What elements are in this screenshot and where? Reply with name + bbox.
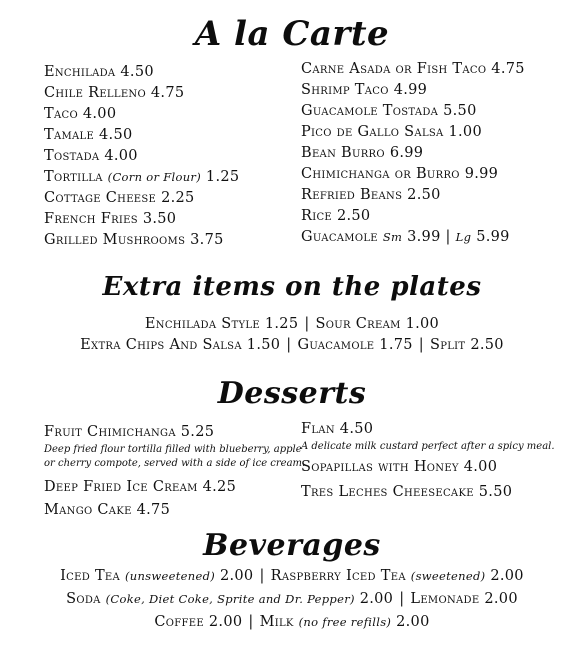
menu-item-carne-asada-taco: Carne Asada or Fish Taco 4.75 [301,61,525,77]
menu-item-shrimp-taco: Shrimp Taco 4.99 [301,82,428,98]
menu-item-taco: Taco 4.00 [44,106,117,122]
menu-item-cottage-cheese: Cottage Cheese 2.25 [44,190,195,206]
menu-item-refried-beans: Refried Beans 2.50 [301,187,441,203]
dessert-fruit-chimichanga: Fruit Chimichanga 5.25 [44,424,215,440]
menu-item-chimichanga-burro: Chimichanga or Burro 9.99 [301,166,499,182]
extra-chips-salsa: Extra Chips And Salsa 1.50 [80,337,281,353]
menu-item-enchilada: Enchilada 4.50 [44,64,154,80]
menu-item-grilled-mushrooms: Grilled Mushrooms 3.75 [44,232,224,248]
heading-desserts: Desserts [217,376,367,411]
menu-item-tortilla: Tortilla (Corn or Flour) 1.25 [44,169,240,185]
dessert-tres-leches: Tres Leches Cheesecake 5.50 [301,484,513,500]
menu-item-tamale: Tamale 4.50 [44,127,133,143]
heading-a-la-carte: A la Carte [194,14,390,54]
beverage-milk: Milk (no free refills) 2.00 [259,614,430,630]
menu-item-bean-burro: Bean Burro 6.99 [301,145,424,161]
beverages-row-2: Soda (Coke, Diet Coke, Sprite and Dr. Pepper) 2.00 | Lemonade 2.00 [66,591,518,607]
beverage-soda: Soda (Coke, Diet Coke, Sprite and Dr. Pepper) 2.00 [66,591,394,607]
menu-item-pico-de-gallo: Pico de Gallo Salsa 1.00 [301,124,482,140]
beverage-lemonade: Lemonade 2.00 [410,591,518,607]
extras-row-1: Enchilada Style 1.25 | Sour Cream 1.00 [144,316,440,332]
beverages-row-3: Coffee 2.00 | Milk (no free refills) 2.00 [154,614,430,630]
beverage-coffee: Coffee 2.00 [154,614,243,630]
beverage-raspberry-iced-tea: Raspberry Iced Tea (sweetened) 2.00 [270,568,524,584]
menu-item-chile-relleno: Chile Relleno 4.75 [44,85,185,101]
dessert-sopapillas: Sopapillas with Honey 4.00 [301,459,498,475]
dessert-deep-fried-ice-cream: Deep Fried Ice Cream 4.25 [44,479,237,495]
dessert-fruit-chimichanga-desc-2: or cherry compote, served with a side of ice cream. [44,458,306,469]
menu-item-tostada: Tostada 4.00 [44,148,138,164]
menu-item-rice: Rice 2.50 [301,208,371,224]
dessert-mango-cake: Mango Cake 4.75 [44,502,171,518]
heading-beverages: Beverages [203,528,381,563]
heading-extra-items: Extra items on the plates [102,272,482,302]
beverage-iced-tea: Iced Tea (unsweetened) 2.00 [60,568,254,584]
menu-item-guacamole-tostada: Guacamole Tostada 5.50 [301,103,477,119]
menu-item-guacamole: Guacamole Sm 3.99 | Lg 5.99 [301,229,510,245]
extra-enchilada-style: Enchilada Style 1.25 [144,316,299,332]
extra-split: Split 2.50 [429,337,504,353]
beverages-row-1: Iced Tea (unsweetened) 2.00 | Raspberry Iced Tea (sweetened) 2.00 [60,568,524,584]
dessert-fruit-chimichanga-desc-1: Deep fried flour tortilla filled with blueberry, apple [44,444,302,455]
dessert-flan: Flan 4.50 [301,421,374,437]
extra-guacamole: Guacamole 1.75 [297,337,413,353]
dessert-flan-desc: A delicate milk custard perfect after a spicy meal. [301,441,555,452]
extras-row-2: Extra Chips And Salsa 1.50 | Guacamole 1.75 | Split 2.50 [80,337,504,353]
menu-item-french-fries: French Fries 3.50 [44,211,177,227]
extra-sour-cream: Sour Cream 1.00 [315,316,440,332]
